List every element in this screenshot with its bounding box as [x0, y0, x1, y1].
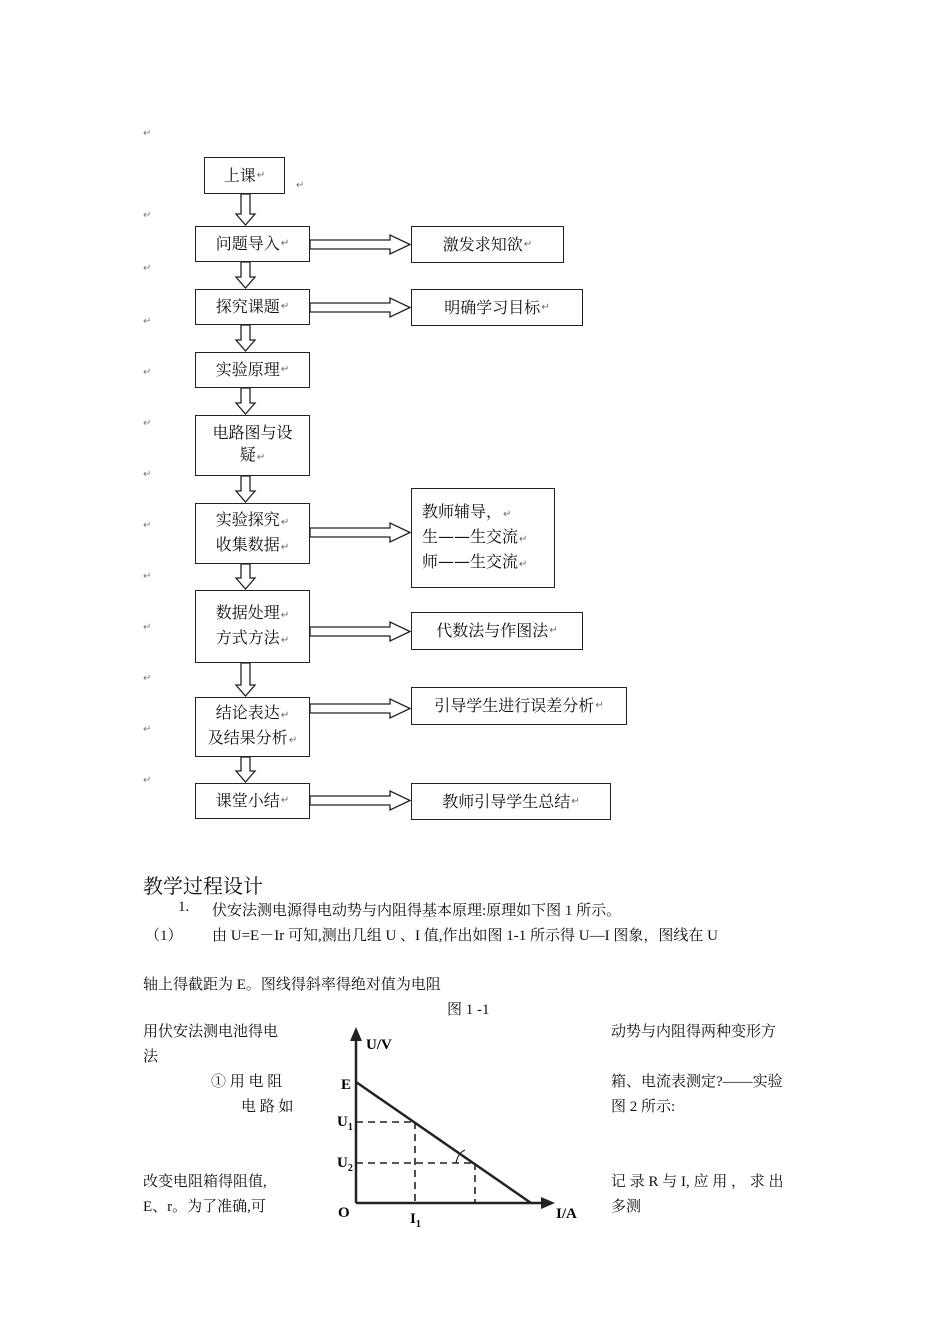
right-arrow — [310, 523, 410, 542]
flow-step-principle: 实验原理 ↵ — [195, 352, 310, 388]
u-i-line — [356, 1082, 531, 1203]
item-2-number: （1） — [145, 928, 183, 944]
note-error-analysis: 引导学生进行误差分析 ↵ — [411, 687, 627, 725]
item-2-text: 由 U=E－Ir 可知,测出几组 U 、I 值,作出如图 1-1 所示得 U—I 图象，图线在 U — [212, 928, 718, 944]
item-1-text: 伏安法测电源得电动势与内阻得基本原理:原理如下图 1 所示。 — [212, 903, 622, 919]
note-learning-goals: 明确学习目标 ↵ — [411, 289, 583, 326]
paragraph-mark: ↵ — [143, 724, 152, 735]
down-arrow — [236, 476, 255, 502]
down-arrow — [236, 564, 255, 589]
paragraph-mark: ↵ — [143, 775, 152, 786]
note-teacher-summary: 教师引导学生总结 ↵ — [411, 783, 611, 820]
down-arrow — [236, 663, 255, 696]
right-arrow — [310, 298, 410, 317]
right-arrow — [310, 235, 410, 254]
left-col-line: ① 用 电 阻 — [211, 1074, 283, 1090]
down-arrow — [236, 325, 255, 351]
i1-label: $I_1$ — [410, 1211, 421, 1230]
left-col-line: 电 路 如 — [241, 1099, 294, 1115]
left-col-line: 法 — [143, 1049, 159, 1065]
right-col-line: 记 录 R 与 I, 应 用 ， 求 出 — [611, 1174, 784, 1190]
paragraph-mark: ↵ — [143, 210, 152, 221]
item-2-continuation: 轴上得截距为 E。图线得斜率得绝对值为电阻 — [143, 977, 441, 993]
x-axis-arrowhead — [541, 1197, 555, 1209]
paragraph-mark: ↵ — [143, 128, 152, 139]
note-methods: 代数法与作图法 ↵ — [411, 612, 583, 650]
u1-label: $U_1$ — [337, 1114, 353, 1133]
note-motivation: 激发求知欲 ↵ — [411, 226, 564, 263]
paragraph-mark: ↵ — [143, 520, 152, 531]
paragraph-mark: ↵ — [143, 622, 152, 633]
down-arrow — [236, 757, 255, 782]
left-col-line: 用伏安法测电池得电 — [143, 1024, 279, 1040]
flow-step-data-processing: 数据处理↵ 方式方法↵ — [195, 590, 310, 663]
flow-step-conclusion: 结论表达↵ 及结果分析↵ — [195, 697, 310, 757]
flow-step-circuit-questions: 电路图与设 疑↵ — [195, 415, 310, 476]
paragraph-mark: ↵ — [143, 367, 152, 378]
y-axis-label: U/V — [366, 1037, 392, 1053]
right-col-line: 图 2 所示: — [611, 1099, 676, 1115]
paragraph-mark: ↵ — [143, 263, 152, 274]
flow-step-explore-topic: 探究课题 ↵ — [195, 289, 310, 325]
paragraph-mark: ↵ — [143, 418, 152, 429]
e-label: E — [341, 1077, 352, 1093]
paragraph-mark: ↵ — [143, 469, 152, 480]
paragraph-mark: ↵ — [296, 180, 305, 191]
paragraph-mark: ↵ — [143, 571, 152, 582]
x-axis-label: I/A — [556, 1206, 577, 1222]
right-arrow — [310, 699, 410, 718]
down-arrow — [236, 262, 255, 288]
figure-caption: 图 1 -1 — [447, 1002, 490, 1018]
flow-step-class-start: 上课 ↵ — [204, 157, 285, 194]
u2-label: $U_2$ — [337, 1155, 353, 1174]
down-arrow — [236, 388, 255, 414]
down-arrow — [236, 194, 255, 225]
right-col-line: 动势与内阻得两种变形方 — [611, 1024, 777, 1040]
flow-step-summary: 课堂小结 ↵ — [195, 783, 310, 819]
flow-step-introduction: 问题导入 ↵ — [195, 226, 310, 262]
note-teacher-guidance: 教师辅导，↵ 生——生交流↵ 师——生交流↵ — [411, 488, 555, 588]
right-arrow — [310, 791, 410, 810]
paragraph-mark: ↵ — [143, 316, 152, 327]
u-i-graph — [330, 1025, 590, 1230]
item-1-number: 1. — [178, 899, 190, 915]
paragraph-mark: ↵ — [143, 673, 152, 684]
left-col-line: E、r。为了准确,可 — [143, 1199, 266, 1215]
left-col-line: 改变电阻箱得阻值, — [143, 1174, 267, 1190]
right-col-line: 多测 — [611, 1199, 642, 1215]
origin-label: O — [338, 1205, 350, 1221]
section-heading: 教学过程设计 — [143, 874, 263, 898]
right-arrow — [310, 622, 410, 641]
flow-step-experiment-data: 实验探究↵ 收集数据↵ — [195, 503, 310, 564]
right-col-line: 箱、电流表测定?——实验 — [611, 1074, 783, 1090]
y-axis-arrowhead — [350, 1027, 362, 1041]
